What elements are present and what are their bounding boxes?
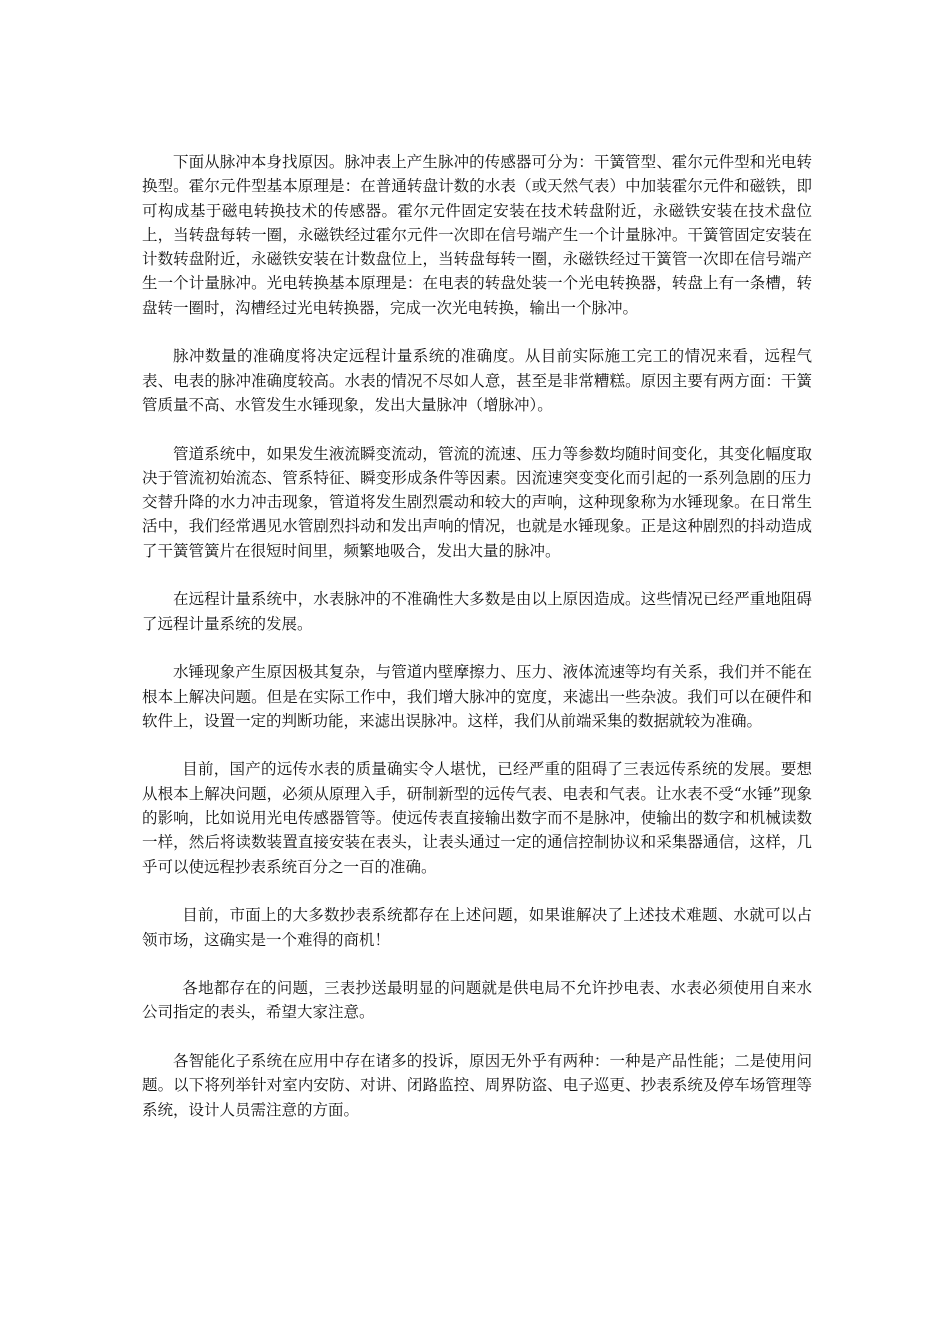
paragraph-filtering-solution: 水锤现象产生原因极其复杂，与管道内壁摩擦力、压力、液体流速等均有关系，我们并不能在根本上解决问题。但是在实际工作中，我们增大脉冲的宽度，来滤出一些杂波。我们可以在硬件和软件上，设置一定的判断功能，来滤出误脉冲。这样，我们从前端采集的数据就较为准确。 bbox=[142, 663, 812, 730]
paragraph-domestic-meter-quality: 目前，国产的远传水表的质量确实令人堪忧，已经严重的阻碍了三表远传系统的发展。要想从根本上解决问题，必须从原理入手，研制新型的远传气表、电表和气表。让水表不受“水锤”现象的影响，比如说用光电传感器管等。使远传表直接输出数字而不是脉冲，使输出的数字和机械读数一样，然后将读数装置直接安装在表头，让表头通过一定的通信控制协议和采集器通信，这样，几乎可以使远程抄表系统百分之一百的准确。 bbox=[142, 760, 812, 876]
paragraph-market-opportunity: 目前，市面上的大多数抄表系统都存在上述问题，如果谁解决了上述技术难题、水就可以占领市场，这确实是一个难得的商机！ bbox=[142, 906, 812, 949]
document-body bbox=[142, 150, 812, 1146]
paragraph-intelligent-subsystems: 各智能化子系统在应用中存在诸多的投诉，原因无外乎有两种：一种是产品性能；二是使用问题。以下将列举针对室内安防、对讲、闭路监控、周界防盗、电子巡更、抄表系统及停车场管理等系统，设计人员需注意的方面。 bbox=[142, 1051, 812, 1119]
paragraph-pulse-sensor-types: 下面从脉冲本身找原因。脉冲表上产生脉冲的传感器可分为：干簧管型、霍尔元件型和光电转换型。霍尔元件型基本原理是：在普通转盘计数的水表（或天然气表）中加装霍尔元件和磁铁，即可构成基于磁电转换技术的传感器。霍尔元件固定安装在技术转盘附近，永磁铁安装在技术盘位上，当转盘每转一圈，永磁铁经过霍尔元件一次即在信号端产生一个计量脉冲。干簧管固定安装在计数转盘附近，永磁铁安装在计数盘位上，当转盘每转一圈，永磁铁经过干簧管一次即在信号端产生一个计量脉冲。光电转换基本原理是：在电表的转盘处装一个光电转换器，转盘上有一条槽，转盘转一圈时，沟槽经过光电转换器，完成一次光电转换，输出一个脉冲。 bbox=[142, 153, 812, 317]
paragraph-inaccuracy-cause: 在远程计量系统中，水表脉冲的不准确性大多数是由以上原因造成。这些情况已经严重地阻碍了远程计量系统的发展。 bbox=[142, 590, 812, 633]
paragraph-regional-issues: 各地都存在的问题，三表抄送最明显的问题就是供电局不允许抄电表、水表必须使用自来水公司指定的表头，希望大家注意。 bbox=[142, 979, 812, 1022]
paragraph-water-hammer: 管道系统中，如果发生液流瞬变流动，管流的流速、压力等参数均随时间变化，其变化幅度取决于管流初始流态、管系特征、瞬变形成条件等因素。因流速突变变化而引起的一系列急剧的压力交替升降的水力冲击现象，管道将发生剧烈震动和较大的声响，这种现象称为水锤现象。在日常生活中，我们经常遇见水管剧烈抖动和发出声响的情况，也就是水锤现象。正是这种剧烈的抖动造成了干簧管簧片在很短时间里，频繁地吸合，发出大量的脉冲。 bbox=[142, 444, 812, 560]
paragraph-pulse-accuracy: 脉冲数量的准确度将决定远程计量系统的准确度。从目前实际施工完工的情况来看，远程气表、电表的脉冲准确度较高。水表的情况不尽如人意，甚至是非常糟糕。原因主要有两方面：干簧管质量不高、水管发生水锤现象，发出大量脉冲（增脉冲）。 bbox=[142, 347, 812, 414]
